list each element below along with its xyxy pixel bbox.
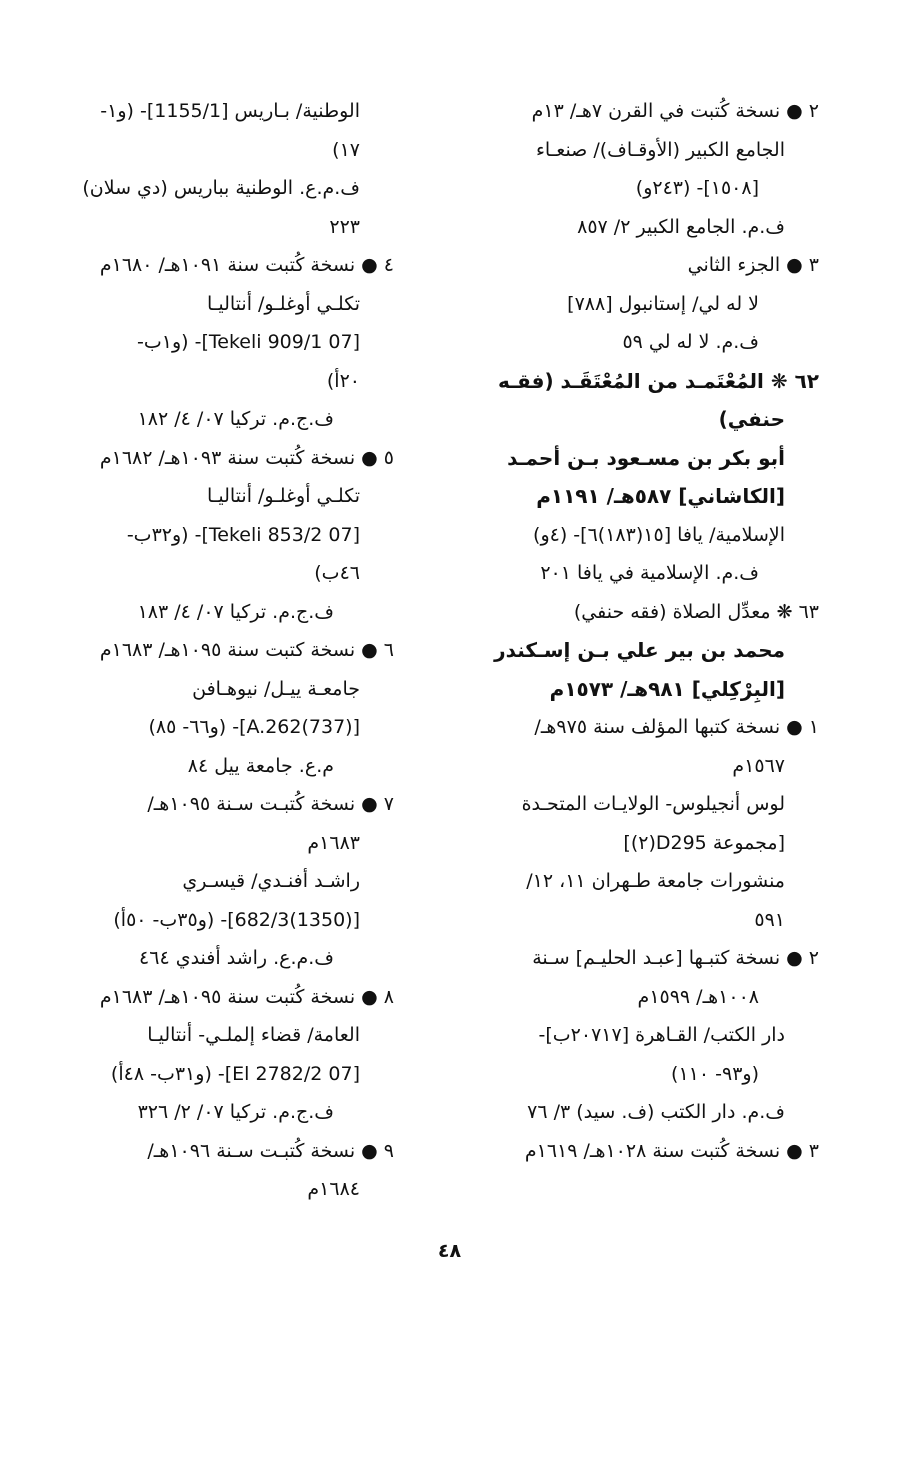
text-line: [07 El 2782/2]- (و٣١ب- ٤٨أ) (110, 1062, 360, 1085)
text-line: [07 Tekeli 853/2]- (و٣٢ب- (126, 523, 360, 546)
text-line: ٤٦ب) (314, 562, 360, 584)
text-line: ٥٩١ (754, 908, 785, 931)
text-line: ٢٠أ) (326, 369, 360, 392)
text-line: ف.ج.م. تركيا ٠٧/ ٤/ ١٨٢ (137, 408, 334, 430)
text-line: محمد بن بير علي بـن إسـكندر (494, 638, 785, 662)
text-line: ٤ ● نسخة كُتبت سنة ١٠٩١هـ/ ١٦٨٠م (99, 254, 394, 276)
text-line: أبو بكر بن مسـعود بـن أحمـد (507, 445, 785, 470)
text-line: ٣ ● الجزء الثاني (687, 254, 819, 276)
text-line: الوطنية/ بـاريس [1155/1]- (و١- (100, 100, 360, 122)
text-line: [١٥٠٨]- (٢٤٣و) (635, 177, 759, 199)
text-line: [(1350)682/3]- (و٣٥ب- ٥٠أ) (113, 908, 360, 931)
text-line: ٢ ● نسخة كُتبت في القرن ٧هـ/ ١٣م (531, 100, 819, 122)
text-line: ٢٢٣ (329, 215, 360, 238)
text-line: ٧ ● نسخة كُتبـت سـنة ١٠٩٥هـ/ (147, 793, 394, 815)
text-line: ١٦٨٤م (307, 1178, 360, 1200)
text-line: ف.م.ع. الوطنية بباريس (دي سلان) (82, 177, 360, 199)
text-line: [الكاشاني] ٥٨٧هـ/ ١١٩١م (536, 484, 785, 508)
text-line: م.ع. جامعة ييل ٨٤ (187, 754, 334, 777)
right-column (474, 92, 819, 1170)
text-line: [07 Tekeli 909/1]- (و١ب- (137, 331, 360, 353)
text-line: لوس أنجيلوس- الولايـات المتحـدة (521, 793, 785, 815)
text-line: ٦٣ ❋ معدِّل الصلاة (فقه حنفي) (573, 600, 819, 623)
text-line: ٥ ● نسخة كُتبت سنة ١٠٩٣هـ/ ١٦٨٢م (99, 446, 394, 469)
text-line: ٩ ● نسخة كُتبـت سـنة ١٠٩٦هـ/ (147, 1139, 394, 1162)
text-line: ٨ ● نسخة كُتبت سنة ١٠٩٥هـ/ ١٦٨٣م (99, 985, 394, 1008)
text-line: ١٥٦٧م (732, 754, 785, 777)
text-line: ف.م. الجامع الكبير ٢/ ٨٥٧ (577, 215, 785, 238)
text-line: ٣ ● نسخة كُتبت سنة ١٠٢٨هـ/ ١٦١٩م (524, 1139, 819, 1162)
text-line: ٦٢ ❋ المُعْتَمـد من المُعْتَقَـد (فقـه (497, 368, 819, 393)
text-line: ف.م. الإسلامية في يافا ٢٠١ (540, 562, 759, 584)
text-line: [مجموعة D295(٢)] (623, 831, 785, 854)
text-line: ف.ج.م. تركيا ٠٧/ ٢/ ٣٢٦ (137, 1101, 334, 1123)
text-line: [(737)A.262]- (و٦٦- ٨٥) (148, 716, 360, 738)
text-line: ف.م. لا له لي ٥٩ (622, 331, 759, 353)
text-line: جامعـة ييـل/ نيوهـافن (192, 677, 360, 700)
text-line: تكلـي أوغلـو/ أنتاليـا (207, 485, 360, 507)
text-line: لا له لي/ إستانبول [٧٨٨] (567, 292, 759, 315)
text-line: العامة/ قضاء إلملـي- أنتاليـا (147, 1024, 360, 1046)
text-line: ١٠٠٨هـ/ ١٥٩٩م (637, 985, 759, 1008)
text-line: ١ ● نسخة كتبها المؤلف سنة ٩٧٥هـ/ (534, 716, 819, 738)
left-column (72, 92, 394, 1209)
text-line: ١٦٨٣م (307, 831, 360, 854)
text-line: منشورات جامعة طـهران ١١، ١٢/ (526, 870, 785, 892)
text-line: راشـد أفنـدي/ قيسـري (182, 870, 360, 892)
text-line: حنفي) (718, 407, 785, 431)
text-line: (و٩٣- ١١٠) (671, 1062, 759, 1085)
text-line: [البِرْكِلي] ٩٨١هـ/ ١٥٧٣م (549, 676, 785, 701)
text-line: ف.ج.م. تركيا ٠٧/ ٤/ ١٨٣ (137, 600, 334, 623)
text-line: ف.م.ع. راشد أفندي ٤٦٤ (139, 947, 334, 969)
text-line: الإسلامية/ يافا [١٥(١٨٣)٦]- (٤و) (533, 523, 785, 546)
text-line: ف.م. دار الكتب (ف. سيد) ٣/ ٧٦ (527, 1101, 785, 1123)
text-line: تكلـي أوغلـو/ أنتاليـا (207, 292, 360, 315)
page-number: ٤٨ (437, 1240, 462, 1262)
text-line: ١٧) (332, 138, 360, 161)
text-line: ٦ ● نسخة كتبت سنة ١٠٩٥هـ/ ١٦٨٣م (99, 639, 394, 661)
text-line: دار الكتب/ القـاهرة [٢٠٧١٧ب]- (538, 1024, 785, 1046)
text-line: ٢ ● نسخة كتبـها [عبـد الحليـم] سـنة (532, 947, 819, 969)
text-line: الجامع الكبير (الأوقـاف)/ صنعـاء (535, 138, 785, 161)
